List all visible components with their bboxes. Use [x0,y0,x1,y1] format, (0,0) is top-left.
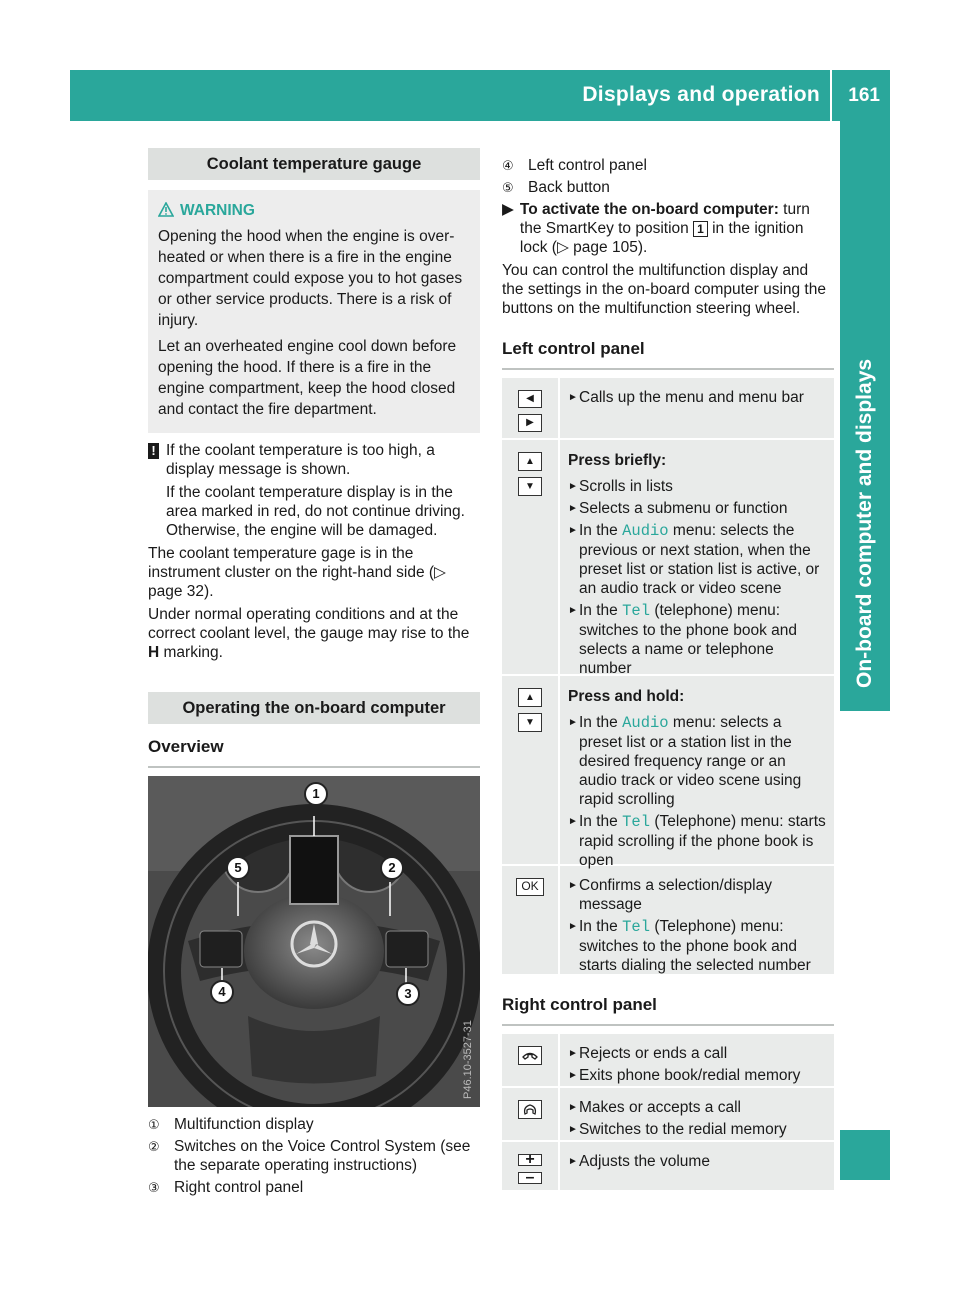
side-tab-label: On-board computer and displays [853,358,876,688]
up-arrow-key-icon: ▲ [518,452,542,471]
key-cell [502,1142,560,1190]
legend-text: Right control panel [174,1179,304,1196]
bullet-text: Switches to the redial memory [579,1121,787,1138]
activate-text [520,200,834,257]
key-cell [502,378,560,438]
description-cell [560,378,834,438]
warning-box [148,190,480,433]
table-row [502,866,834,976]
bullet-item [568,713,828,809]
bullet-item [568,1152,828,1171]
accept-call-key-icon [518,1100,542,1119]
description-cell [560,1034,834,1086]
audio-menu-term: Audio [622,714,669,732]
warning-text-1: Opening the hood when the engine is over-heated or when there is a fire in the engine compartment could expose you to hot gases or other service products. There is a risk of injury. [158,228,463,329]
text-post: (Telephone) menu: starts rapid scrolling if the phone book is open [579,813,826,869]
overview-heading: Overview [148,736,480,768]
legend-text: Switches on the Voice Control System (see the separate operating instructions) [174,1138,471,1174]
gauge-rise-c: marking. [163,644,223,661]
text-pre: In the [579,918,618,935]
table-row [502,676,834,869]
bullet-item [568,1098,828,1117]
bullet-icon: ► [568,1124,578,1135]
legend-item [148,1137,480,1175]
table-row [502,1142,834,1192]
bullet-item [568,917,828,975]
activate-bold: To activate the on-board computer: [519,201,779,218]
bullet-text [579,812,828,870]
bullet-icon: ► [568,503,578,514]
left-column [148,148,480,1200]
press-briefly-label: Press briefly: [568,452,667,469]
image-code-text: P46.10-3527-31 [462,1020,474,1099]
key-cell [502,866,560,974]
legend-item [148,1178,480,1197]
bullet-icon: ► [568,1048,578,1059]
activate-step [502,200,834,257]
bullet-icon: ► [568,1156,578,1167]
chapter-title: Displays and operation [582,83,820,106]
legend-item [148,1115,480,1134]
steering-wheel-image [148,776,480,1107]
bullet-item [568,1044,828,1063]
bullet-text: Adjusts the volume [579,1153,710,1170]
gauge-rise-text [148,605,480,662]
note-text-2: If the coolant temperature display is in the area marked in red, do not continue driving. Otherwise, the engine will be damaged. [166,484,465,539]
image-code [458,979,472,1099]
callout-2: 2 [380,856,404,880]
legend-text: Back button [528,179,610,196]
text-post: menu: selects a preset list or a station list in the desired frequency range or an audio track or video scene using rapid scrolling [579,714,802,808]
header-divider [830,70,832,121]
note-text-1: If the coolant temperature is too high, a display message is shown. [166,442,435,478]
right-column [502,156,834,1192]
callout-3: 3 [396,982,420,1006]
bullet-text: Rejects or ends a call [579,1045,728,1062]
description-cell [560,1142,834,1190]
table-row [502,1034,834,1088]
bullet-icon: ► [568,605,578,616]
legend-text: Multifunction display [174,1116,314,1133]
bullet-text [579,601,828,678]
bullet-text: Confirms a selection/display message [579,877,772,913]
legend-item [502,156,834,175]
key-cell [502,1034,560,1086]
text-pre: In the [579,714,618,731]
bullet-item [568,388,828,407]
legend-number: ① [148,1117,160,1132]
table-row [502,1088,834,1142]
down-arrow-key-icon: ▼ [518,477,542,496]
text-post: menu: selects the previous or next station, when the preset list or station list is active, or an audio track or video scene [579,522,820,597]
bullet-text [579,713,828,809]
tel-menu-term: Tel [622,602,650,620]
bullet-icon: ► [568,392,578,403]
obc-heading: Operating the on-board computer [148,692,480,724]
page-number: 161 [848,85,880,106]
table-row [502,440,834,676]
right-arrow-key-icon: ▶ [518,414,542,432]
control-intro: You can control the multifunction display and the settings in the on-board computer using the buttons on the multifunction steering wheel. [502,262,826,317]
left-panel-heading: Left control panel [502,338,834,370]
gauge-location-text: The coolant temperature gage is in the instrument cluster on the right-hand side (▷ page 32). [148,545,446,600]
text-pre: In the [579,813,618,830]
warning-title [158,200,470,221]
bullet-item [568,876,828,914]
end-call-key-icon [518,1046,542,1065]
bullet-text: Scrolls in lists [579,478,673,495]
warning-icon [158,202,174,217]
bullet-item [568,1120,828,1139]
warning-label: WARNING [180,202,255,219]
legend-item [502,178,834,197]
activate-tail: in the ignition lock (▷ page 105). [519,220,804,256]
audio-menu-term: Audio [622,522,669,540]
legend-number: ③ [148,1180,160,1195]
callout-1: 1 [304,782,328,806]
bullet-icon: ► [568,921,578,932]
bullet-item [568,521,828,598]
tel-menu-term: Tel [622,813,650,831]
left-panel-table [502,378,834,976]
description-cell [560,866,834,974]
warning-text-2: Let an overheated engine cool down before opening the hood. If there is a fire in the engine compartment, keep the hood closed and contact the fire department. [158,338,457,418]
bullet-text: Makes or accepts a call [579,1099,741,1116]
right-panel-table [502,1034,834,1192]
bullet-item [568,499,828,518]
legend-text: Left control panel [528,157,647,174]
bullet-text: Calls up the menu and menu bar [579,389,804,406]
callout-5: 5 [226,856,250,880]
bullet-icon: ► [568,1070,578,1081]
up-arrow-key-icon: ▲ [518,688,542,707]
text-post: (Telephone) menu: switches to the phone book and starts dialing the selected number [579,918,811,974]
bullet-item [568,601,828,678]
gauge-rise-h: H [148,644,160,661]
down-arrow-key-icon: ▼ [518,713,542,732]
bullet-text [579,521,828,598]
tel-menu-term: Tel [622,918,650,936]
key-cell [502,676,560,864]
description-cell [560,440,834,677]
volume-up-key-icon: + [518,1154,542,1166]
legend-number: ④ [502,158,514,173]
bullet-text [579,917,828,975]
bullet-icon: ► [568,525,578,536]
right-panel-heading: Right control panel [502,994,834,1026]
bullet-icon: ► [568,717,578,728]
legend-number: ② [148,1139,160,1154]
caution-icon: ! [148,443,159,459]
legend-number: ⑤ [502,180,514,195]
bullet-icon: ► [568,880,578,891]
text-post: (telephone) menu: switches to the phone book and selects a name or telephone number [579,602,798,677]
ok-key-icon: OK [516,878,544,896]
bullet-text: Selects a submenu or function [579,500,788,517]
activate-rest: turn the SmartKey to position [519,201,810,237]
caution-note [148,441,480,540]
description-cell [560,1088,834,1140]
legend-list-left [148,1115,480,1197]
press-hold-label: Press and hold: [568,688,685,705]
bullet-item [568,1066,828,1085]
coolant-heading: Coolant temperature gauge [148,148,480,180]
key-cell [502,440,560,674]
left-arrow-key-icon: ◀ [518,390,542,408]
bullet-item [568,477,828,496]
gauge-rise-a: Under normal operating conditions and at the correct coolant level, the gauge may rise to the [148,606,470,642]
steering-wheel-illustration [148,776,480,1107]
step-arrow-icon: ▶ [502,201,514,218]
description-cell [560,676,834,869]
header-bar [70,70,890,121]
volume-down-key-icon: – [518,1172,542,1184]
text-pre: In the [579,522,618,539]
callout-4: 4 [210,980,234,1004]
bullet-item [568,812,828,870]
key-cell [502,1088,560,1140]
bullet-icon: ► [568,816,578,827]
key-position-box: 1 [693,221,708,237]
bullet-icon: ► [568,481,578,492]
bullet-icon: ► [568,1102,578,1113]
text-pre: In the [579,602,618,619]
bullet-text: Exits phone book/redial memory [579,1067,801,1084]
table-row [502,378,834,440]
side-marker [840,1130,890,1180]
